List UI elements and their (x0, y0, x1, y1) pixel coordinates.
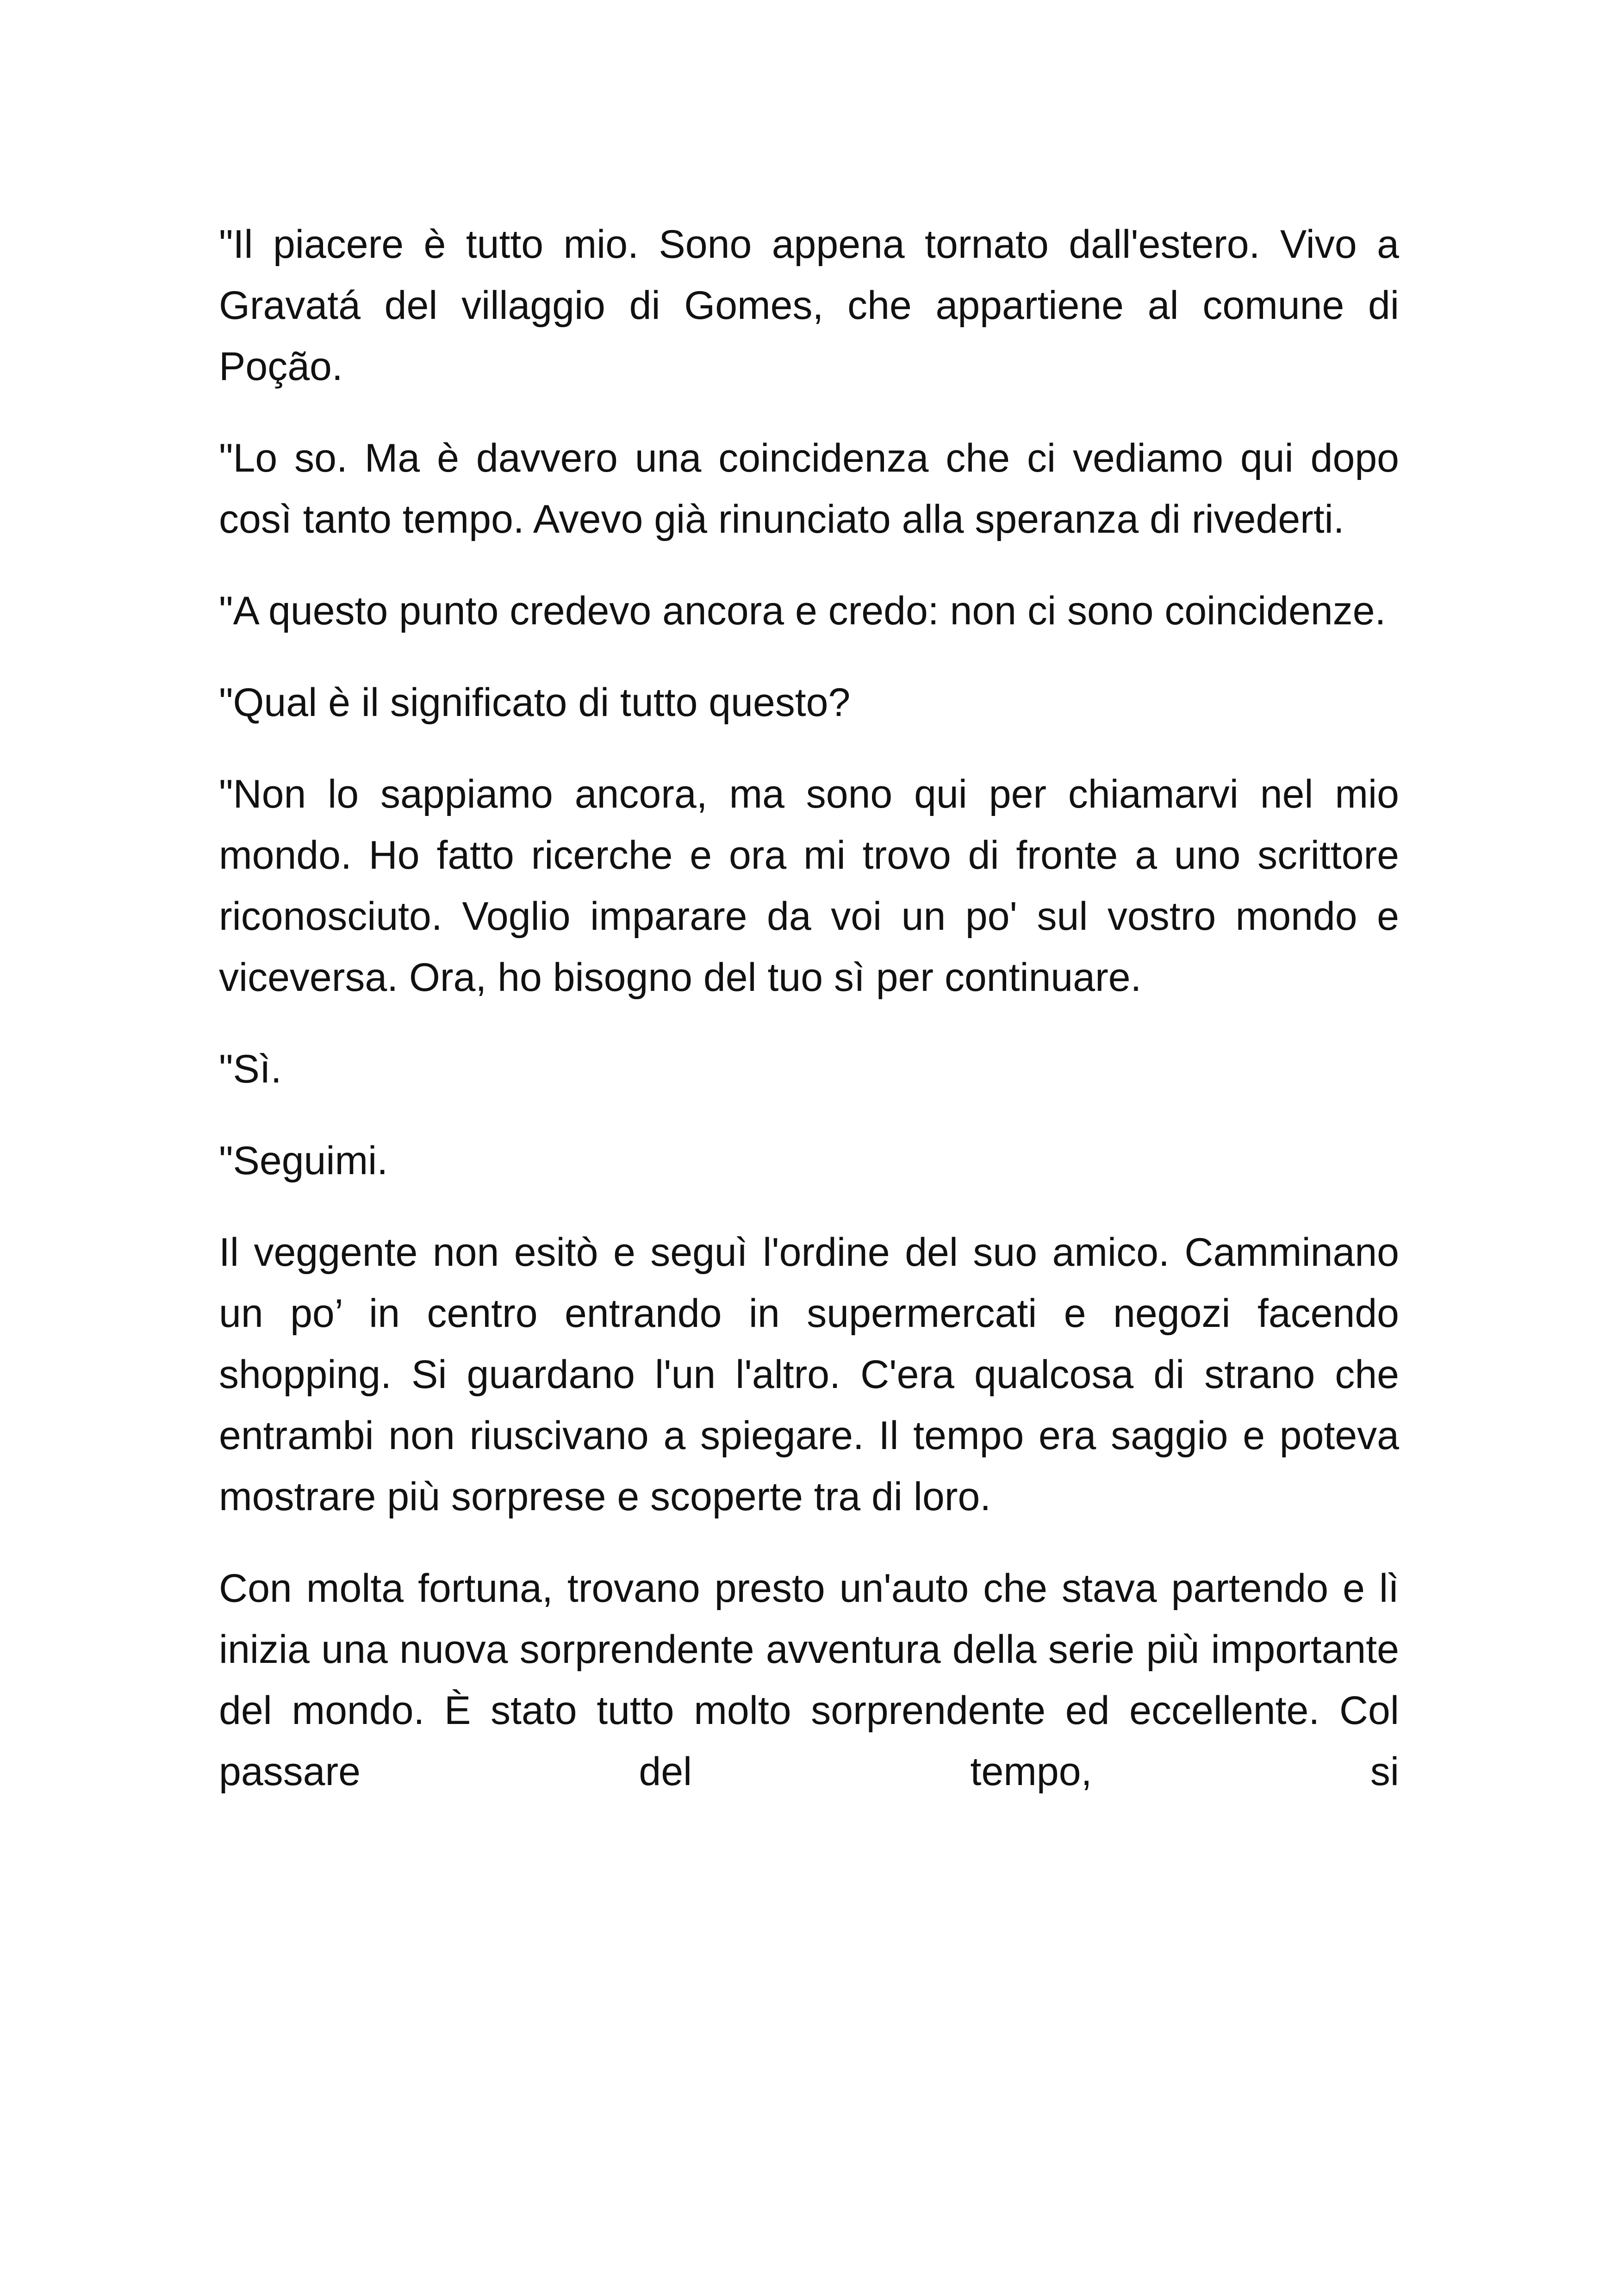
paragraph: "Non lo sappiamo ancora, ma sono qui per chiamarvi nel mio mondo. Ho fatto ricerche e ora mi trovo di fronte a uno scrittore riconosciuto. Voglio imparare da voi un po' sul vostro mondo e viceversa. Ora, ho bisogno del tuo sì per continuare. (219, 772, 1399, 1000)
paragraph: "Seguimi. (219, 1139, 388, 1183)
paragraph: "Qual è il significato di tutto questo? (219, 680, 851, 725)
paragraph: "Sì. (219, 1047, 282, 1091)
document-body (219, 214, 1399, 1802)
paragraph: "Lo so. Ma è davvero una coincidenza che ci vediamo qui dopo così tanto tempo. Avevo già rinunciato alla speranza di rivederti. (219, 436, 1399, 541)
paragraph: Con molta fortuna, trovano presto un'auto che stava partendo e lì inizia una nuova sorprendente avventura della serie più importante del mondo. È stato tutto molto sorprendente ed eccellente. Col passare del tempo, si (219, 1566, 1399, 1794)
paragraph: "Il piacere è tutto mio. Sono appena tornato dall'estero. Vivo a Gravatá del villaggio di Gomes, che appartiene al comune di Poção. (219, 222, 1399, 389)
paragraph: "A questo punto credevo ancora e credo: non ci sono coincidenze. (219, 589, 1386, 633)
paragraph: Il veggente non esitò e seguì l'ordine del suo amico. Camminano un po’ in centro entrando in supermercati e negozi facendo shopping. Si guardano l'un l'altro. C'era qualcosa di strano che entrambi non riuscivano a spiegare. Il tempo era saggio e poteva mostrare più sorprese e scoperte tra di loro. (219, 1230, 1399, 1519)
